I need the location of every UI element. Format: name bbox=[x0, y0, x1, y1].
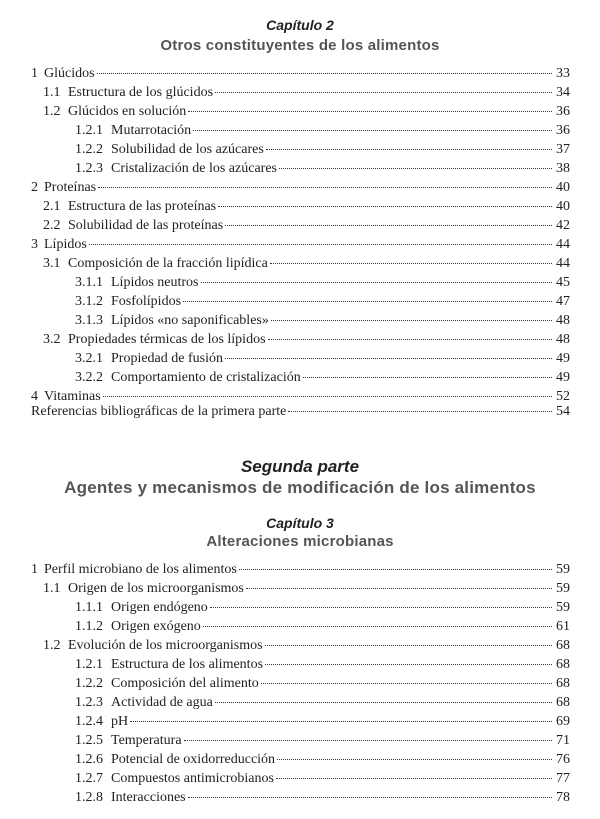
toc-entry-number: 1.2.3 bbox=[75, 161, 103, 176]
toc-entry[interactable] bbox=[31, 83, 570, 102]
toc-entry-page: 45 bbox=[556, 275, 570, 290]
leader-dots bbox=[210, 607, 552, 608]
toc-entry[interactable] bbox=[31, 254, 570, 273]
toc-entry-page: 48 bbox=[556, 332, 570, 347]
toc-entry-label: Fosfolípidos bbox=[111, 294, 182, 309]
toc-entry-number: 1.2.1 bbox=[75, 657, 103, 672]
toc-entry[interactable] bbox=[31, 769, 570, 788]
toc-entry-label: Estructura de las proteínas bbox=[68, 199, 217, 214]
toc-entry-label: Origen endógeno bbox=[111, 600, 208, 615]
leader-dots bbox=[261, 683, 552, 684]
toc-entry-page: 44 bbox=[556, 256, 570, 271]
toc-entry-label: Origen exógeno bbox=[111, 619, 201, 634]
toc-entry-number: 1.1 bbox=[43, 581, 61, 596]
toc-entry[interactable] bbox=[31, 216, 570, 235]
toc-entry-page: 59 bbox=[556, 581, 570, 596]
leader-dots bbox=[215, 702, 552, 703]
leader-dots bbox=[203, 626, 552, 627]
leader-dots bbox=[218, 206, 552, 207]
toc-entry-number: 1.2.7 bbox=[75, 771, 103, 786]
toc-entry-label: Proteínas bbox=[44, 180, 97, 195]
leader-dots bbox=[277, 759, 552, 760]
toc-entry[interactable] bbox=[31, 693, 570, 712]
toc-entry-label: Perfil microbiano de los alimentos bbox=[44, 562, 237, 577]
leader-dots bbox=[89, 244, 552, 245]
leader-dots bbox=[215, 92, 552, 93]
toc-entry-label: Actividad de agua bbox=[111, 695, 213, 710]
toc-entry-label: Propiedades térmicas de los lípidos bbox=[68, 332, 266, 347]
toc-entry-label: Propiedad de fusión bbox=[111, 351, 223, 366]
leader-dots bbox=[98, 187, 552, 188]
toc-entry-references[interactable] bbox=[31, 402, 570, 421]
toc-entry-label: Composición de la fracción lipídica bbox=[68, 256, 268, 271]
toc-entry-label: Glúcidos en solución bbox=[68, 104, 187, 119]
toc-entry-page: 40 bbox=[556, 180, 570, 195]
toc-entry-number: 1.1 bbox=[43, 85, 61, 100]
toc-entry[interactable] bbox=[31, 330, 570, 349]
leader-dots bbox=[193, 130, 552, 131]
toc-entry[interactable] bbox=[31, 560, 570, 579]
leader-dots bbox=[265, 645, 552, 646]
leader-dots bbox=[225, 358, 552, 359]
toc-entry-number: 3.2 bbox=[43, 332, 61, 347]
toc-entry-page: 52 bbox=[556, 389, 570, 404]
toc-entry-number: 3 bbox=[31, 237, 38, 252]
toc-entry-page: 77 bbox=[556, 771, 570, 786]
leader-dots bbox=[103, 396, 552, 397]
toc-entry-label: Interacciones bbox=[111, 790, 186, 805]
toc-entry-page: 34 bbox=[556, 85, 570, 100]
toc-entry-number: 1.1.2 bbox=[75, 619, 103, 634]
toc-entry-number: 3.2.2 bbox=[75, 370, 103, 385]
leader-dots bbox=[184, 740, 552, 741]
toc-entry-page: 33 bbox=[556, 66, 570, 81]
toc-entry[interactable] bbox=[31, 349, 570, 368]
toc-entry-label: Composición del alimento bbox=[111, 676, 259, 691]
toc-entry-page: 68 bbox=[556, 695, 570, 710]
toc-entry[interactable] bbox=[31, 311, 570, 330]
toc-entry-number: 1.2.4 bbox=[75, 714, 103, 729]
part2-title: Agentes y mecanismos de modificación de los alimentos bbox=[64, 478, 536, 497]
toc-entry-page: 54 bbox=[556, 404, 570, 419]
references-toc bbox=[31, 402, 570, 421]
toc-entry-number: 3.2.1 bbox=[75, 351, 103, 366]
toc-entry[interactable] bbox=[31, 788, 570, 807]
chapter3-title: Alteraciones microbianas bbox=[206, 533, 394, 550]
toc-entry-number: 1.2 bbox=[43, 638, 61, 653]
leader-dots bbox=[239, 569, 552, 570]
toc-entry-page: 36 bbox=[556, 104, 570, 119]
toc-entry-label: Referencias bibliográficas de la primera parte bbox=[31, 404, 287, 419]
toc-entry-label: pH bbox=[111, 714, 129, 729]
leader-dots bbox=[266, 149, 552, 150]
chapter3-toc bbox=[31, 560, 570, 807]
chapter2-label: Capítulo 2 bbox=[266, 17, 334, 33]
toc-entry-page: 59 bbox=[556, 562, 570, 577]
toc-entry[interactable] bbox=[31, 598, 570, 617]
toc-entry-number: 3.1.2 bbox=[75, 294, 103, 309]
toc-entry[interactable] bbox=[31, 235, 570, 254]
toc-entry-number: 1.2 bbox=[43, 104, 61, 119]
leader-dots bbox=[265, 664, 552, 665]
toc-entry[interactable] bbox=[31, 64, 570, 83]
toc-entry-label: Solubilidad de las proteínas bbox=[68, 218, 224, 233]
toc-entry-label: Compuestos antimicrobianos bbox=[111, 771, 274, 786]
toc-entry-page: 68 bbox=[556, 676, 570, 691]
leader-dots bbox=[270, 263, 552, 264]
toc-entry[interactable] bbox=[31, 750, 570, 769]
toc-entry-number: 3.1.3 bbox=[75, 313, 103, 328]
toc-entry-page: 36 bbox=[556, 123, 570, 138]
toc-entry-label: Temperatura bbox=[111, 733, 182, 748]
toc-entry-number: 4 bbox=[31, 389, 38, 404]
toc-entry[interactable] bbox=[31, 636, 570, 655]
leader-dots bbox=[201, 282, 553, 283]
toc-entry-number: 2.2 bbox=[43, 218, 61, 233]
toc-entry-label: Glúcidos bbox=[44, 66, 95, 81]
toc-entry-label: Cristalización de los azúcares bbox=[111, 161, 277, 176]
toc-entry-page: 71 bbox=[556, 733, 570, 748]
leader-dots bbox=[268, 339, 552, 340]
toc-entry-page: 38 bbox=[556, 161, 570, 176]
toc-entry-label: Lípidos «no saponificables» bbox=[111, 313, 269, 328]
toc-entry[interactable] bbox=[31, 579, 570, 598]
toc-entry[interactable] bbox=[31, 731, 570, 750]
toc-entry-label: Vitaminas bbox=[44, 389, 101, 404]
toc-entry-page: 76 bbox=[556, 752, 570, 767]
toc-entry-label: Origen de los microorganismos bbox=[68, 581, 244, 596]
toc-entry-number: 1.2.5 bbox=[75, 733, 103, 748]
toc-entry-number: 3.1 bbox=[43, 256, 61, 271]
part2-label: Segunda parte bbox=[240, 457, 360, 476]
toc-entry-page: 69 bbox=[556, 714, 570, 729]
chapter2-toc bbox=[31, 64, 570, 406]
toc-entry-label: Estructura de los glúcidos bbox=[68, 85, 214, 100]
toc-entry[interactable] bbox=[31, 140, 570, 159]
leader-dots bbox=[130, 721, 552, 722]
toc-entry-label: Lípidos neutros bbox=[111, 275, 199, 290]
toc-entry-number: 1.2.6 bbox=[75, 752, 103, 767]
toc-entry-label: Evolución de los microorganismos bbox=[68, 638, 263, 653]
toc-entry-number: 1 bbox=[31, 66, 38, 81]
toc-entry-label: Solubilidad de los azúcares bbox=[111, 142, 264, 157]
toc-entry-label: Comportamiento de cristalización bbox=[111, 370, 301, 385]
toc-entry-number: 3.1.1 bbox=[75, 275, 103, 290]
toc-entry[interactable] bbox=[31, 712, 570, 731]
leader-dots bbox=[225, 225, 552, 226]
toc-entry[interactable] bbox=[31, 368, 570, 387]
toc-entry[interactable] bbox=[31, 273, 570, 292]
leader-dots bbox=[97, 73, 552, 74]
toc-entry[interactable] bbox=[31, 655, 570, 674]
toc-entry[interactable] bbox=[31, 121, 570, 140]
toc-entry-number: 1.2.8 bbox=[75, 790, 103, 805]
toc-entry-page: 68 bbox=[556, 657, 570, 672]
toc-entry-number: 1.2.3 bbox=[75, 695, 103, 710]
toc-entry-number: 1.1.1 bbox=[75, 600, 103, 615]
leader-dots bbox=[271, 320, 552, 321]
toc-entry-page: 49 bbox=[556, 370, 570, 385]
toc-entry-page: 78 bbox=[556, 790, 570, 805]
toc-entry-page: 47 bbox=[556, 294, 570, 309]
toc-entry-label: Lípidos bbox=[44, 237, 87, 252]
toc-entry-page: 59 bbox=[556, 600, 570, 615]
toc-entry-label: Potencial de oxidorreducción bbox=[111, 752, 276, 767]
toc-entry-page: 68 bbox=[556, 638, 570, 653]
leader-dots bbox=[188, 797, 552, 798]
leader-dots bbox=[279, 168, 552, 169]
leader-dots bbox=[303, 377, 552, 378]
toc-entry-label: Estructura de los alimentos bbox=[111, 657, 264, 672]
toc-entry[interactable] bbox=[31, 159, 570, 178]
toc-entry-number: 1.2.2 bbox=[75, 142, 103, 157]
toc-entry-page: 49 bbox=[556, 351, 570, 366]
leader-dots bbox=[183, 301, 552, 302]
toc-entry-page: 37 bbox=[556, 142, 570, 157]
leader-dots bbox=[246, 588, 552, 589]
toc-entry-page: 42 bbox=[556, 218, 570, 233]
toc-entry-number: 1.2.2 bbox=[75, 676, 103, 691]
toc-entry-label: Mutarrotación bbox=[111, 123, 192, 138]
toc-entry-page: 61 bbox=[556, 619, 570, 634]
chapter3-label: Capítulo 3 bbox=[266, 515, 334, 531]
leader-dots bbox=[276, 778, 552, 779]
toc-entry[interactable] bbox=[31, 292, 570, 311]
toc-entry-number: 1.2.1 bbox=[75, 123, 103, 138]
toc-entry-number: 1 bbox=[31, 562, 38, 577]
toc-entry-number: 2 bbox=[31, 180, 38, 195]
toc-entry-page: 48 bbox=[556, 313, 570, 328]
leader-dots bbox=[188, 111, 552, 112]
toc-entry-page: 44 bbox=[556, 237, 570, 252]
toc-entry-number: 2.1 bbox=[43, 199, 61, 214]
toc-entry[interactable] bbox=[31, 674, 570, 693]
chapter2-title: Otros constituyentes de los alimentos bbox=[160, 37, 440, 54]
toc-entry[interactable] bbox=[31, 178, 570, 197]
leader-dots bbox=[288, 411, 552, 412]
toc-entry-page: 40 bbox=[556, 199, 570, 214]
toc-entry[interactable] bbox=[31, 197, 570, 216]
toc-entry[interactable] bbox=[31, 102, 570, 121]
toc-entry[interactable] bbox=[31, 617, 570, 636]
